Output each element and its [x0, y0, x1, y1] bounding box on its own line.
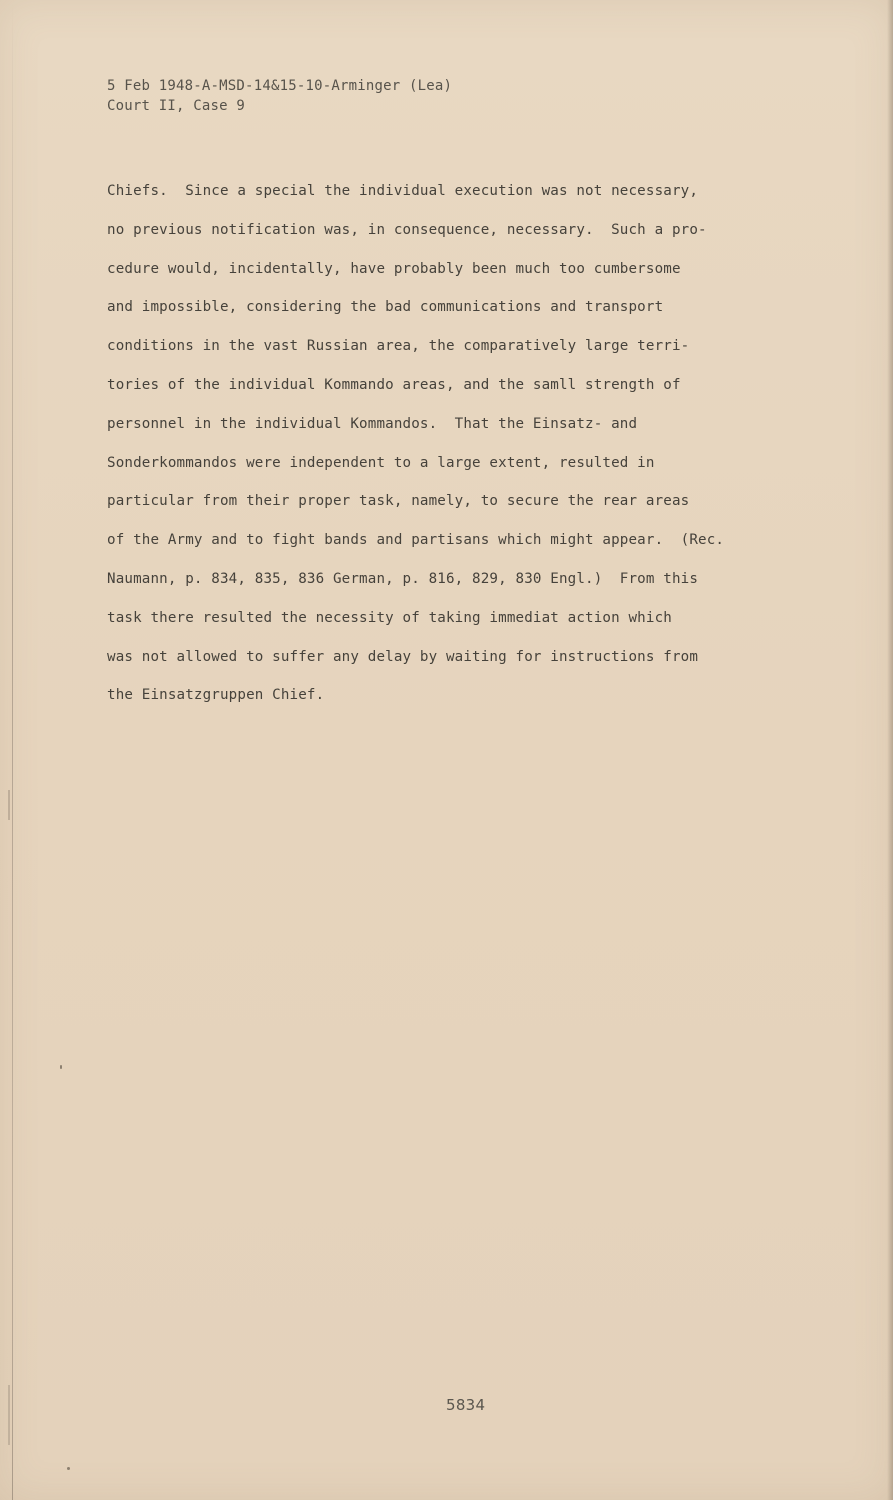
body-line: Naumann, p. 834, 835, 836 German, p. 816, 829, 830 Engl.) From this [107, 570, 699, 587]
document-header [107, 76, 452, 116]
body-line: Chiefs. Since a special the individual execution was not necessary, [107, 183, 699, 199]
body-line: Sonderkommandos were independent to a large extent, resulted in [107, 454, 655, 471]
paper-speck [67, 1467, 70, 1470]
body-line: particular from their proper task, namely, to secure the rear areas [107, 493, 690, 510]
body-line: task there resulted the necessity of taking immediat action which [107, 609, 672, 626]
body-line: was not allowed to suffer any delay by waiting for instructions from [107, 648, 699, 665]
body-line: cedure would, incidentally, have probably been much too cumbersome [107, 260, 681, 277]
page-left-edge [12, 0, 13, 1500]
body-line: personnel in the individual Kommandos. That the Einsatz- and [107, 415, 638, 432]
body-line: no previous notification was, in consequence, necessary. Such a pro- [107, 221, 707, 238]
body-line: the Einsatzgruppen Chief. [107, 687, 325, 704]
body-paragraph [107, 172, 827, 715]
body-line: of the Army and to fight bands and partisans which might appear. (Rec. [107, 532, 725, 549]
page-right-edge [887, 0, 893, 1500]
paper-speck [60, 1065, 62, 1069]
body-line: conditions in the vast Russian area, the comparatively large terri- [107, 338, 690, 355]
paper-speck [8, 1385, 10, 1445]
header-reference-line: 5 Feb 1948-A-MSD-14&15-10-Arminger (Lea) [107, 78, 453, 94]
body-line: and impossible, considering the bad communications and transport [107, 299, 664, 316]
header-court-line: Court II, Case 9 [107, 98, 246, 114]
body-line: tories of the individual Kommando areas, and the samll strength of [107, 376, 681, 393]
paper-speck [8, 790, 10, 820]
page-number: 5834 [446, 1396, 486, 1414]
